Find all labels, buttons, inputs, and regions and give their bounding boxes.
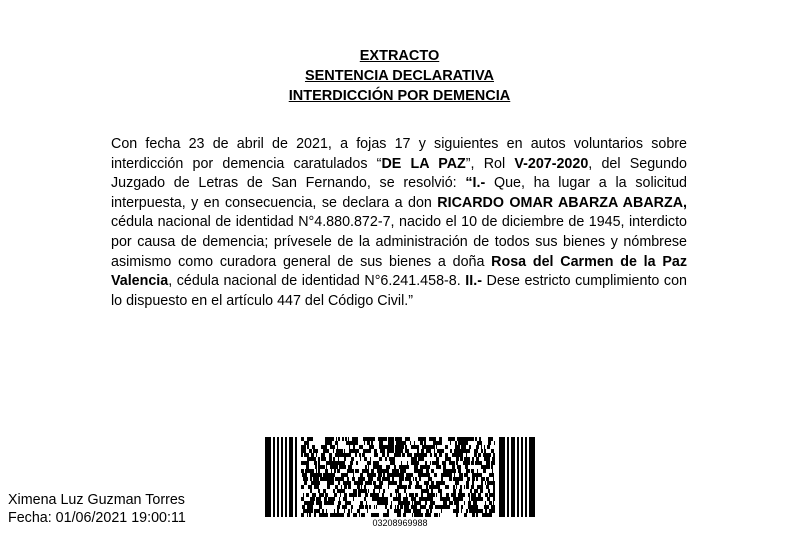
bold-roman-one: “I.-: [465, 175, 486, 192]
text-segment: ”, Rol: [465, 155, 515, 172]
text-segment: Dese estricto cumplimiento con lo dispuesto en el artículo 447 del Código Civil.”: [111, 273, 687, 309]
barcode-number: 03208969988: [372, 518, 428, 528]
text-segment: Con fecha 23 de abril de 2021, a fojas 17 y siguientes en autos voluntarios sobre interdicción por demencia caratulados “: [111, 136, 687, 172]
text-segment: , cédula nacional de identidad N°6.241.458-8.: [168, 273, 466, 290]
signer-name: Ximena Luz Guzman Torres: [8, 492, 185, 508]
pdf417-barcode: [265, 437, 535, 517]
bold-roman-two: II.-: [465, 273, 482, 290]
text-segment: cédula nacional de identidad N°4.880.872-7, nacido el 10 de diciembre de 1945, interdicto por causa de demencia; prívesele de la administración de todos sus bienes y nómbrese asimismo como curadora general de sus bienes a doña: [111, 214, 687, 270]
heading-sentencia: SENTENCIA DECLARATIVA: [304, 68, 495, 84]
text-segment: , del Segundo Juzgado de Letras de San Fernando, se resolvió:: [111, 155, 687, 192]
bold-rol: V-207-2020: [514, 155, 589, 172]
signature-date: Fecha: 01/06/2021 19:00:11: [8, 510, 186, 526]
bold-caratula: DE LA PAZ: [381, 155, 466, 172]
bold-interdicto-name: RICARDO OMAR ABARZA ABARZA,: [437, 194, 688, 211]
heading-interdiccion: INTERDICCIÓN POR DEMENCIA: [288, 88, 511, 104]
document-headings: [0, 46, 799, 106]
signature-block: [8, 491, 186, 527]
text-segment: Que, ha lugar a la solicitud interpuesta, y en consecuencia, se declara a don: [111, 175, 687, 211]
bold-curadora-name: Rosa del Carmen de la Paz Valencia: [111, 253, 687, 290]
extract-paragraph: [111, 135, 687, 311]
heading-extracto: EXTRACTO: [359, 48, 440, 64]
